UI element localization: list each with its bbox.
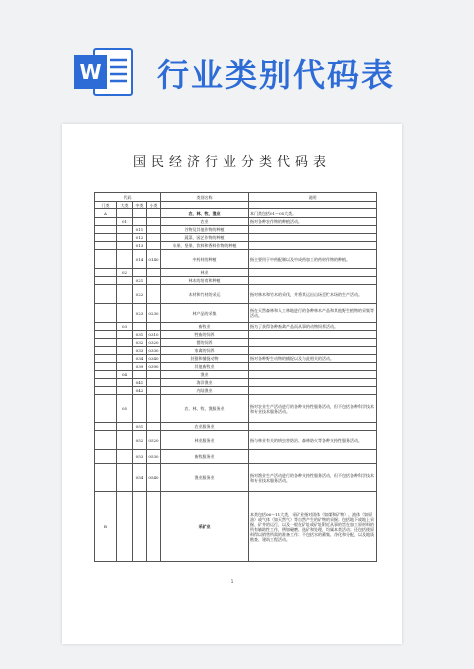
- cell-da: [117, 234, 133, 242]
- cell-zhong: 053: [133, 450, 147, 464]
- cell-da: [117, 331, 133, 339]
- table-row: [95, 226, 377, 234]
- cell-xiao: 0330: [148, 348, 159, 353]
- cell-category: 农、林、牧、渔业: [161, 209, 249, 218]
- cell-xiao: [147, 226, 161, 234]
- cell-xiao: 0320: [148, 340, 159, 345]
- table-row: [95, 355, 377, 363]
- cell-men: [95, 226, 117, 234]
- table-row: [95, 277, 377, 285]
- cell-category: 农业: [161, 218, 249, 226]
- table-row: [95, 304, 377, 323]
- cell-desc: 本门类包括01～05大类。: [249, 209, 377, 218]
- cell-xiao: 0530: [147, 450, 161, 464]
- cell-category: 林业服务业: [161, 431, 249, 450]
- cell-category: 木材和竹材的采运: [161, 285, 249, 304]
- cell-men: [95, 423, 117, 431]
- cell-da: [117, 277, 133, 285]
- word-icon-letter: W: [79, 60, 102, 84]
- cell-zhong: [133, 323, 147, 331]
- table-row: [95, 395, 377, 423]
- cell-xiao: [147, 395, 161, 423]
- cell-da: [117, 492, 133, 562]
- cell-xiao: [147, 387, 161, 395]
- cell-men: [95, 234, 117, 242]
- cell-category: 林业: [161, 269, 249, 277]
- cell-zhong: [133, 492, 147, 562]
- cell-xiao: [147, 371, 161, 379]
- cell-men: [95, 450, 117, 464]
- cell-zhong: 051: [133, 423, 147, 431]
- word-doc-icon: [72, 46, 134, 98]
- cell-xiao: [147, 323, 161, 331]
- cell-da: 01: [117, 218, 133, 226]
- cell-zhong: 042: [133, 387, 147, 395]
- header-desc: 说明: [249, 193, 377, 202]
- cell-da: [117, 363, 133, 371]
- table-row: [95, 363, 377, 371]
- table-subheader-row: [95, 202, 377, 209]
- cell-men: B: [95, 492, 117, 562]
- subheader-zhong: 中类: [133, 202, 147, 209]
- cell-men: [95, 339, 117, 347]
- cell-desc: [249, 371, 377, 379]
- cell-men: [95, 250, 117, 269]
- cell-category: 牲畜的饲养: [161, 331, 249, 339]
- banner: [0, 0, 474, 125]
- table-row: [95, 285, 377, 304]
- cell-zhong: 014: [133, 250, 147, 269]
- cell-zhong: [133, 218, 147, 226]
- cell-category: 农、林、牧、渔服务业: [161, 395, 249, 423]
- cell-desc: 指在天然森林和人工林地进行的各种林木产品和其他野生植物的采集等活动。: [249, 304, 377, 323]
- cell-men: [95, 363, 117, 371]
- cell-xiao: [147, 492, 161, 562]
- cell-da: [117, 355, 133, 363]
- cell-zhong: [133, 209, 147, 218]
- cell-category: 家禽的饲养: [161, 347, 249, 355]
- cell-desc: 指对农业生产活动进行的各种支持性服务活动，但不包括各种科学技术和专业技术服务活动。: [249, 395, 377, 423]
- cell-da: [117, 464, 133, 492]
- cell-category: 渔业: [161, 371, 249, 379]
- cell-men: [95, 304, 117, 323]
- cell-da: [117, 250, 133, 269]
- cell-category: 狩猎和捕捉动物: [161, 355, 249, 363]
- cell-category: 水果、坚果、饮料和香料作物的种植: [161, 242, 249, 250]
- cell-desc: [249, 226, 377, 234]
- cell-zhong: [133, 269, 147, 277]
- cell-xiao: 0310: [148, 332, 159, 337]
- cell-xiao: [147, 234, 161, 242]
- cell-men: [95, 464, 117, 492]
- banner-title: 行业类别代码表: [157, 56, 396, 94]
- cell-zhong: [133, 395, 147, 423]
- cell-zhong: 054: [133, 464, 147, 492]
- cell-men: [95, 331, 117, 339]
- header-code: 代码: [95, 193, 161, 202]
- cell-xiao: [147, 209, 161, 218]
- document-page: [62, 124, 402, 644]
- table-row: [95, 269, 377, 277]
- cell-men: [95, 371, 117, 379]
- cell-category: 林产品的采集: [161, 304, 249, 323]
- cell-xiao: [147, 277, 161, 285]
- cell-category: 畜牧业: [161, 323, 249, 331]
- cell-category: 谷物及其他作物的种植: [161, 226, 249, 234]
- table-row: [95, 450, 377, 464]
- cell-men: [95, 242, 117, 250]
- cell-xiao: [147, 423, 161, 431]
- cell-zhong: 013: [133, 242, 147, 250]
- cell-zhong: 041: [133, 379, 147, 387]
- cell-da: [117, 339, 133, 347]
- cell-desc: [249, 423, 377, 431]
- subheader-men: 门类: [95, 202, 117, 209]
- cell-da: [117, 226, 133, 234]
- cell-da: [117, 450, 133, 464]
- cell-category: 其他畜牧业: [161, 363, 249, 371]
- table-row: [95, 323, 377, 331]
- cell-category: 中药材的种植: [161, 250, 249, 269]
- cell-men: [95, 277, 117, 285]
- cell-da: 02: [117, 269, 133, 277]
- cell-desc: 指对林木和竹木的采伐，并将其运出山场至贮木场的生产活动。: [249, 285, 377, 304]
- cell-desc: [249, 387, 377, 395]
- cell-xiao: [147, 285, 161, 304]
- cell-xiao: 0340: [148, 356, 159, 361]
- cell-desc: 本类包括06～11大类，采矿业指对固体（如煤和矿物）、液体（如原油）或气体（如天然气）等自然产生的矿物的采掘；包括地下或地上采掘、矿井的运行，以及一般在矿址或矿址附近从事的旨在加工原材料的所有辅助性工作，例如碾磨、选矿和处理，均属本类活动；还包括使原料得以销售所需的准备工作；不包括水的蓄集、净化和分配，以及地质勘查、建筑工程活动。: [249, 492, 377, 562]
- cell-da: [117, 304, 133, 323]
- cell-men: [95, 347, 117, 355]
- cell-da: 05: [117, 395, 133, 423]
- table-row: [95, 218, 377, 226]
- table-row: [95, 331, 377, 339]
- cell-zhong: 023: [133, 304, 147, 323]
- cell-xiao: 0520: [147, 431, 161, 450]
- cell-desc: 指对渔业生产活动进行的各种支持性服务活动，但不包括各种科学技术和专业技术服务活动。: [249, 464, 377, 492]
- cell-men: [95, 395, 117, 423]
- cell-desc: [249, 347, 377, 355]
- table-row: [95, 379, 377, 387]
- cell-zhong: 021: [133, 277, 147, 285]
- cell-da: [117, 209, 133, 218]
- table-row: [95, 464, 377, 492]
- cell-desc: 指与林业有关的病虫害防治、森林防火等各种支持性服务活动。: [249, 431, 377, 450]
- cell-desc: 指对各种野生动物的捕捉以及与此相关的活动。: [249, 355, 377, 363]
- cell-zhong: 022: [133, 285, 147, 304]
- subheader-xiao: 小类: [147, 202, 161, 209]
- cell-xiao: [147, 269, 161, 277]
- cell-zhong: 012: [133, 234, 147, 242]
- cell-da: [117, 347, 133, 355]
- cell-da: [117, 423, 133, 431]
- cell-desc: 指主要用于中药配制以及中成药加工的药材作物的种植。: [249, 250, 377, 269]
- cell-men: [95, 323, 117, 331]
- cell-zhong: 031: [133, 331, 147, 339]
- table-row: [95, 347, 377, 355]
- cell-category: 农业服务业: [161, 423, 249, 431]
- cell-desc: 指对各种农作物的种植活动。: [249, 218, 377, 226]
- cell-category: 畜牧服务业: [161, 450, 249, 464]
- cell-desc: 指为了获得各种畜禽产品而从事的动物饲养活动。: [249, 323, 377, 331]
- cell-zhong: 034: [133, 355, 147, 363]
- table-row: [95, 423, 377, 431]
- cell-da: 03: [117, 323, 133, 331]
- cell-desc: [249, 234, 377, 242]
- table-row: [95, 387, 377, 395]
- cell-da: [117, 242, 133, 250]
- cell-desc: [249, 277, 377, 285]
- cell-category: 内陆渔业: [161, 387, 249, 395]
- cell-desc: [249, 339, 377, 347]
- cell-category: 林木的培育和种植: [161, 277, 249, 285]
- cell-zhong: [133, 371, 147, 379]
- cell-men: [95, 379, 117, 387]
- cell-men: [95, 218, 117, 226]
- table-row: [95, 431, 377, 450]
- subheader-da: 大类: [117, 202, 133, 209]
- cell-zhong: 052: [133, 431, 147, 450]
- cell-xiao: 0540: [147, 464, 161, 492]
- table-row: [95, 234, 377, 242]
- cell-xiao: 0140: [147, 250, 161, 269]
- cell-desc: [249, 379, 377, 387]
- cell-men: [95, 387, 117, 395]
- cell-desc: [249, 242, 377, 250]
- cell-zhong: 033: [133, 347, 147, 355]
- cell-desc: [249, 363, 377, 371]
- page-number: 1: [230, 579, 234, 584]
- cell-men: [95, 355, 117, 363]
- cell-da: [117, 379, 133, 387]
- cell-men: [95, 431, 117, 450]
- cell-men: [95, 269, 117, 277]
- table-body: [95, 209, 377, 562]
- cell-da: [117, 431, 133, 450]
- table-row: [95, 209, 377, 218]
- table-row: [95, 492, 377, 562]
- table-row: [95, 242, 377, 250]
- cell-category: 采矿业: [161, 492, 249, 562]
- document-title: 国民经济行业分类代码表: [132, 155, 331, 170]
- table-row: [95, 339, 377, 347]
- cell-men: [95, 285, 117, 304]
- cell-desc: [249, 450, 377, 464]
- table-row: [95, 371, 377, 379]
- cell-desc: [249, 331, 377, 339]
- cell-xiao: [147, 218, 161, 226]
- cell-xiao: 0230: [147, 304, 161, 323]
- cell-zhong: 039: [133, 363, 147, 371]
- cell-zhong: 011: [133, 226, 147, 234]
- table-row: [95, 250, 377, 269]
- cell-da: [117, 285, 133, 304]
- cell-xiao: [147, 242, 161, 250]
- cell-desc: [249, 269, 377, 277]
- cell-category: 猪的饲养: [161, 339, 249, 347]
- industry-code-table: [94, 192, 377, 562]
- cell-category: 渔业服务业: [161, 464, 249, 492]
- cell-category: 蔬菜、园艺作物的种植: [161, 234, 249, 242]
- table-header-row: [95, 193, 377, 202]
- cell-da: [117, 387, 133, 395]
- cell-xiao: 0390: [148, 364, 159, 369]
- cell-category: 海洋渔业: [161, 379, 249, 387]
- cell-men: A: [95, 209, 117, 218]
- cell-da: 04: [117, 371, 133, 379]
- cell-zhong: 032: [133, 339, 147, 347]
- cell-xiao: [147, 379, 161, 387]
- header-category: 类别名称: [161, 193, 249, 202]
